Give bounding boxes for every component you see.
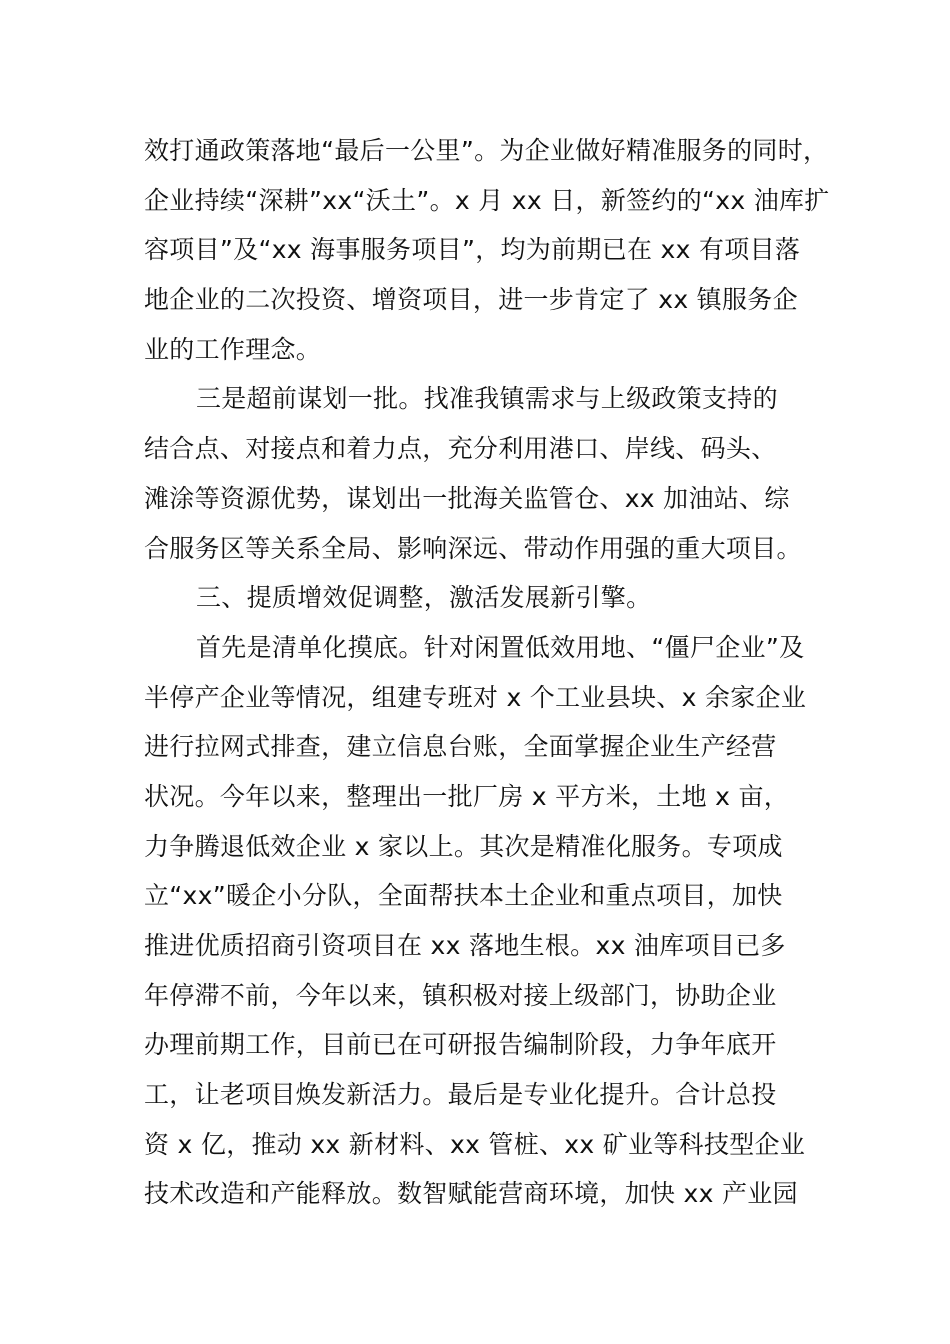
text-line: 效打通政策落地“最后一公里”。为企业做好精准服务的同时，	[144, 136, 829, 165]
body-text	[144, 126, 830, 1219]
text-line: 半停产企业等情况，组建专班对 x 个工业县块、x 余家企业	[144, 682, 807, 712]
text-line: 立“xx”暖企小分队，全面帮扶本土企业和重点项目，加快	[144, 881, 783, 911]
text-line: 办理前期工作，目前已在可研报告编制阶段，力争年底开	[144, 1030, 777, 1060]
paragraph-start-line: 三是超前谋划一批。找准我镇需求与上级政策支持的	[196, 384, 778, 414]
text-line: 合服务区等关系全局、影响深远、带动作用强的重大项目。	[144, 533, 802, 563]
text-line: 力争腾退低效企业 x 家以上。其次是精准化服务。专项成	[144, 831, 783, 861]
text-line: 滩涂等资源优势，谋划出一批海关监管仓、xx 加油站、综	[144, 483, 790, 513]
text-line: 年停滞不前，今年以来，镇积极对接上级部门，协助企业	[144, 980, 777, 1010]
text-line: 结合点、对接点和着力点，充分利用港口、岸线、码头、	[144, 434, 777, 464]
text-line: 工，让老项目焕发新活力。最后是专业化提升。合计总投	[144, 1080, 777, 1110]
text-line: 推进优质招商引资项目在 xx 落地生根。xx 油库项目已多	[144, 931, 786, 960]
text-line: 容项目”及“xx 海事服务项目”，均为前期已在 xx 有项目落	[144, 235, 801, 265]
text-line: 技术改造和产能释放。数智赋能营商环境，加快 xx 产业园	[144, 1179, 798, 1209]
paragraph-start-line: 首先是清单化摸底。针对闲置低效用地、“僵尸企业”及	[196, 632, 805, 662]
section-heading: 三、提质增效促调整，激活发展新引擎。	[196, 583, 652, 613]
text-line: 状况。今年以来，整理出一批厂房 x 平方米，土地 x 亩，	[144, 781, 790, 811]
text-line: 进行拉网式排查，建立信息台账，全面掌握企业生产经营	[144, 732, 777, 762]
text-line: 资 x 亿，推动 xx 新材料、xx 管桩、xx 矿业等科技型企业	[144, 1129, 806, 1159]
text-line: 业的工作理念。	[144, 334, 322, 364]
text-line: 企业持续“深耕”xx“沃土”。x 月 xx 日，新签约的“xx 油库扩	[144, 185, 830, 215]
text-line: 地企业的二次投资、增资项目，进一步肯定了 xx 镇服务企	[144, 285, 798, 315]
